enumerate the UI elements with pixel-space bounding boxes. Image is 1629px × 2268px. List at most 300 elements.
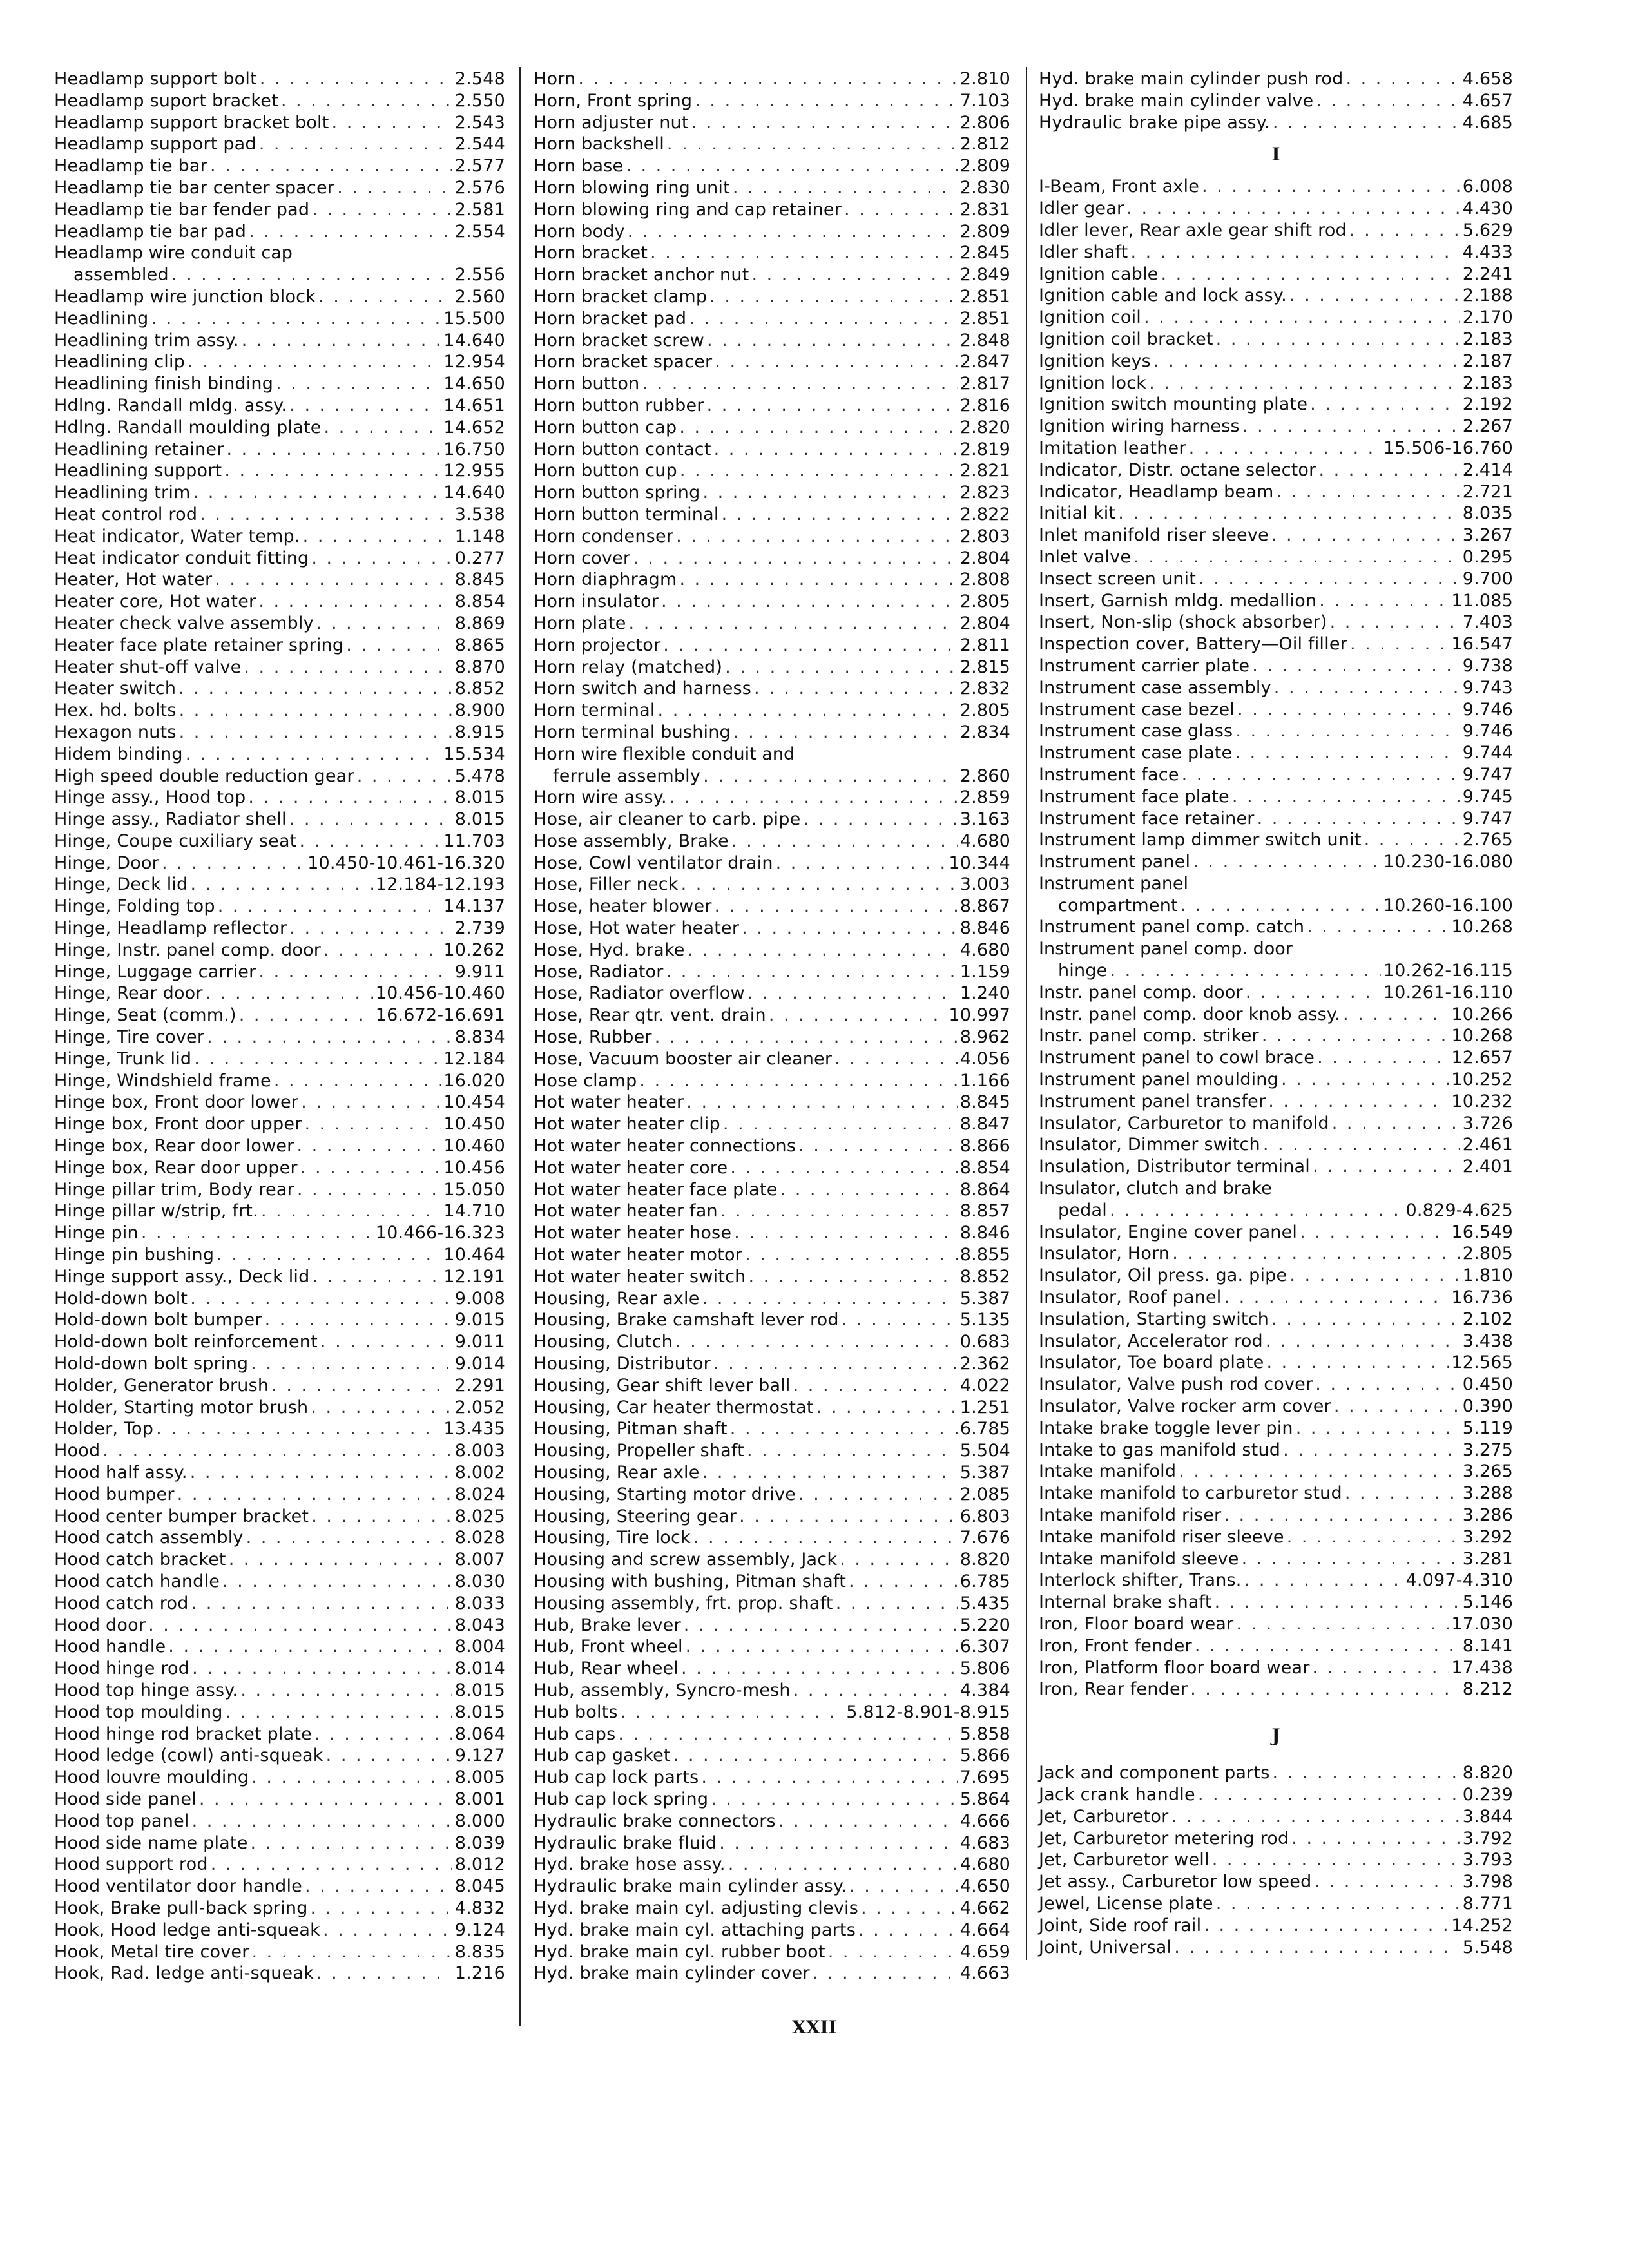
entry-part-number: 7.103 bbox=[959, 90, 1010, 111]
entry-term: Horn projector bbox=[534, 635, 661, 655]
entry-part-number: 1.159 bbox=[959, 961, 1010, 982]
entry-part-number: 2.554 bbox=[454, 221, 505, 242]
entry-term: pedal bbox=[1058, 1200, 1107, 1220]
entry-part-number: 2.804 bbox=[959, 613, 1010, 633]
entry-part-number: 12.565 bbox=[1451, 1352, 1513, 1373]
entry-part-number: 5.866 bbox=[959, 1745, 1010, 1766]
index-entry bbox=[534, 1745, 1010, 1767]
entry-term: Ignition coil bracket bbox=[1039, 329, 1213, 349]
index-entry bbox=[1039, 1849, 1513, 1871]
dot-leader bbox=[628, 221, 958, 243]
entry-term: Headlamp support pad bbox=[54, 134, 256, 155]
entry-part-number: 2.851 bbox=[959, 286, 1010, 307]
dot-leader bbox=[1235, 720, 1460, 742]
entry-part-number: 10.268 bbox=[1451, 1026, 1513, 1046]
entry-term: Hyd. brake main cylinder valve bbox=[1039, 90, 1314, 111]
entry-term: Horn terminal bushing bbox=[534, 722, 731, 742]
entry-part-number: 2.401 bbox=[1462, 1157, 1513, 1177]
entry-part-number: 8.004 bbox=[454, 1637, 505, 1657]
dot-leader bbox=[1296, 1418, 1460, 1439]
entry-term: Hinge box, Front door upper bbox=[54, 1114, 302, 1135]
entry-term: Horn wire flexible conduit and bbox=[534, 744, 795, 764]
index-entry bbox=[54, 787, 505, 809]
index-entry bbox=[534, 1135, 1010, 1157]
dot-leader bbox=[296, 1135, 441, 1157]
dot-leader bbox=[249, 221, 452, 243]
index-entry bbox=[1039, 416, 1513, 437]
index-entry bbox=[534, 722, 1010, 744]
entry-term: Hidem binding bbox=[54, 744, 183, 764]
dot-leader bbox=[1110, 1200, 1403, 1222]
dot-leader bbox=[258, 591, 452, 613]
index-entry bbox=[54, 918, 505, 939]
dot-leader bbox=[186, 744, 441, 765]
entry-term: Hydraulic brake fluid bbox=[534, 1832, 717, 1853]
entry-term: Hood top panel bbox=[54, 1811, 189, 1831]
entry-part-number: 8.855 bbox=[959, 1245, 1010, 1265]
index-entry bbox=[534, 1702, 1010, 1724]
entry-term: Hinge box, Rear door lower bbox=[54, 1136, 294, 1157]
index-entry bbox=[54, 591, 505, 613]
index-entry bbox=[54, 1026, 505, 1048]
index-entry bbox=[534, 787, 1010, 809]
entry-part-number: 10.261-16.110 bbox=[1383, 982, 1513, 1003]
index-entry bbox=[54, 765, 505, 787]
entry-part-number: 3.292 bbox=[1462, 1526, 1513, 1547]
entry-part-number: 2.556 bbox=[454, 265, 505, 285]
entry-part-number: 12.184-12.193 bbox=[375, 874, 505, 895]
dot-leader bbox=[1291, 1828, 1460, 1850]
entry-part-number: 8.845 bbox=[454, 570, 505, 590]
entry-term: Horn cover bbox=[534, 548, 631, 568]
dot-leader bbox=[311, 548, 452, 570]
entry-term: Hook, Rad. ledge anti-squeak bbox=[54, 1963, 314, 1984]
dot-leader bbox=[689, 308, 957, 330]
entry-part-number: 8.847 bbox=[959, 1114, 1010, 1135]
entry-part-number: 3.726 bbox=[1462, 1113, 1513, 1133]
dot-leader bbox=[1232, 786, 1460, 808]
entry-part-number: 2.550 bbox=[454, 90, 505, 111]
dot-leader bbox=[217, 1244, 441, 1266]
dot-leader bbox=[742, 918, 958, 939]
dot-leader bbox=[1330, 611, 1460, 633]
entry-term: Hood side name plate bbox=[54, 1832, 248, 1853]
index-entry bbox=[54, 504, 505, 526]
entry-part-number: 2.819 bbox=[959, 439, 1010, 459]
index-entry bbox=[534, 1876, 1010, 1898]
entry-part-number: 8.064 bbox=[454, 1724, 505, 1744]
dot-leader bbox=[816, 1397, 958, 1419]
dot-leader bbox=[337, 177, 452, 199]
entry-part-number: 0.277 bbox=[454, 548, 505, 568]
dot-leader bbox=[1287, 1526, 1460, 1548]
index-entry bbox=[54, 330, 505, 352]
index-entry bbox=[54, 1135, 505, 1157]
entry-part-number: 15.534 bbox=[443, 744, 505, 764]
entry-term: Horn insulator bbox=[534, 591, 659, 612]
entry-part-number: 12.657 bbox=[1451, 1048, 1513, 1068]
entry-part-number: 3.281 bbox=[1462, 1548, 1513, 1569]
index-entry bbox=[534, 373, 1010, 395]
entry-term: Hot water heater switch bbox=[534, 1266, 746, 1287]
entry-part-number: 2.721 bbox=[1462, 481, 1513, 502]
entry-part-number: 17.438 bbox=[1451, 1657, 1513, 1678]
entry-part-number: 14.651 bbox=[443, 395, 505, 416]
index-entry bbox=[1039, 459, 1513, 481]
index-entry bbox=[534, 852, 1010, 874]
dot-leader bbox=[303, 526, 452, 548]
index-entry bbox=[534, 526, 1010, 548]
dot-leader bbox=[1300, 1222, 1449, 1244]
index-entry bbox=[534, 1658, 1010, 1680]
dot-leader bbox=[301, 1091, 441, 1113]
entry-part-number: 9.747 bbox=[1462, 764, 1513, 785]
entry-term: Idler lever, Rear axle gear shift rod bbox=[1039, 220, 1347, 240]
entry-term: Headlamp suport bracket bbox=[54, 90, 278, 111]
entry-part-number: 2.831 bbox=[959, 199, 1010, 220]
index-entry bbox=[1039, 1570, 1513, 1591]
entry-part-number: 4.680 bbox=[959, 939, 1010, 960]
index-entry bbox=[1039, 285, 1513, 307]
index-entry bbox=[1039, 1828, 1513, 1850]
dot-leader bbox=[1244, 1570, 1403, 1591]
entry-part-number: 14.710 bbox=[443, 1201, 505, 1222]
dot-leader bbox=[769, 1004, 946, 1026]
index-entry bbox=[1039, 590, 1513, 612]
entry-term: Insert, Non-slip (shock absorber) bbox=[1039, 612, 1327, 633]
index-entry bbox=[534, 569, 1010, 591]
entry-term: Iron, Floor board wear bbox=[1039, 1613, 1234, 1634]
dot-leader bbox=[1144, 307, 1460, 329]
entry-term: Hub caps bbox=[534, 1724, 616, 1744]
entry-term: Instrument face plate bbox=[1039, 786, 1229, 807]
index-entry bbox=[534, 548, 1010, 570]
entry-part-number: 3.538 bbox=[454, 504, 505, 524]
dot-leader bbox=[193, 482, 441, 504]
index-entry bbox=[534, 155, 1010, 177]
entry-term: Housing assembly, frt. prop. shaft bbox=[534, 1593, 833, 1613]
dot-leader bbox=[1273, 1762, 1460, 1784]
dot-leader bbox=[780, 1179, 958, 1201]
dot-leader bbox=[240, 1680, 452, 1702]
dot-leader bbox=[681, 874, 958, 896]
index-entry bbox=[534, 1506, 1010, 1528]
index-entry bbox=[54, 1767, 505, 1789]
dot-leader bbox=[667, 133, 958, 155]
entry-term: Instrument panel to cowl brace bbox=[1039, 1048, 1315, 1068]
index-entry bbox=[54, 1288, 505, 1310]
entry-part-number: 4.056 bbox=[959, 1048, 1010, 1069]
entry-part-number: 2.187 bbox=[1462, 351, 1513, 371]
entry-part-number: 2.548 bbox=[454, 69, 505, 89]
dot-leader bbox=[730, 1157, 957, 1179]
dot-leader bbox=[834, 1048, 958, 1070]
index-entry bbox=[54, 722, 505, 744]
index-entry bbox=[1039, 220, 1513, 242]
index-entry bbox=[534, 1549, 1010, 1571]
entry-part-number: 9.747 bbox=[1462, 808, 1513, 829]
entry-term: Headlamp support bolt bbox=[54, 69, 257, 89]
entry-term: Hood bumper bbox=[54, 1484, 175, 1504]
index-entry bbox=[54, 112, 505, 134]
entry-term: Hub, Front wheel bbox=[534, 1637, 683, 1657]
index-entry bbox=[54, 1048, 505, 1070]
index-entry bbox=[1039, 1374, 1513, 1396]
entry-term: Housing, Gear shift lever ball bbox=[534, 1375, 791, 1396]
index-entry bbox=[1039, 1004, 1513, 1026]
entry-part-number: 2.765 bbox=[1462, 830, 1513, 850]
dot-leader bbox=[1289, 285, 1460, 307]
entry-part-number: 12.954 bbox=[443, 352, 505, 372]
dot-leader bbox=[1246, 982, 1381, 1004]
entry-part-number: 5.812-8.901-8.915 bbox=[846, 1702, 1010, 1722]
dot-leader bbox=[215, 569, 452, 591]
dot-leader bbox=[858, 1919, 958, 1941]
dot-leader bbox=[206, 983, 373, 1004]
entry-part-number: 9.011 bbox=[454, 1332, 505, 1352]
entry-part-number: 9.743 bbox=[1462, 677, 1513, 698]
index-entry bbox=[534, 918, 1010, 939]
dot-leader bbox=[323, 1919, 452, 1941]
entry-part-number: 2.820 bbox=[959, 417, 1010, 437]
entry-term: Housing, Rear axle bbox=[534, 1463, 700, 1483]
dot-leader bbox=[701, 1767, 957, 1789]
dot-leader bbox=[1216, 329, 1460, 351]
entry-term: Hinge pillar w/strip, frt. bbox=[54, 1201, 258, 1222]
dot-leader bbox=[670, 787, 958, 809]
dot-leader bbox=[642, 373, 957, 395]
entry-part-number: 3.265 bbox=[1462, 1461, 1513, 1482]
entry-part-number: 2.804 bbox=[959, 548, 1010, 568]
index-entry bbox=[534, 1222, 1010, 1244]
entry-term: Hot water heater motor bbox=[534, 1245, 743, 1265]
index-entry bbox=[1039, 1678, 1513, 1700]
index-entry bbox=[1039, 1222, 1513, 1244]
dot-leader bbox=[733, 722, 958, 744]
index-entry bbox=[1039, 1784, 1513, 1806]
dot-leader bbox=[311, 1506, 452, 1528]
entry-part-number: 3.438 bbox=[1462, 1331, 1513, 1351]
entry-term: hinge bbox=[1058, 961, 1108, 981]
dot-leader bbox=[1349, 220, 1460, 242]
index-entry bbox=[534, 1767, 1010, 1789]
entry-term: Intake manifold to carburetor stud bbox=[1039, 1483, 1342, 1504]
entry-part-number: 8.864 bbox=[959, 1179, 1010, 1200]
index-entry bbox=[534, 765, 1010, 787]
entry-term: Insulator, clutch and brake bbox=[1039, 1178, 1272, 1199]
entry-part-number: 16.020 bbox=[443, 1070, 505, 1091]
index-entry bbox=[1039, 90, 1513, 112]
index-entry bbox=[54, 417, 505, 439]
index-entry bbox=[54, 700, 505, 722]
entry-part-number: 16.736 bbox=[1451, 1287, 1513, 1308]
dot-leader bbox=[1345, 1483, 1460, 1504]
entry-term: Holder, Top bbox=[54, 1419, 154, 1439]
column-divider bbox=[519, 67, 521, 2026]
dot-leader bbox=[304, 1113, 441, 1135]
index-entry bbox=[534, 264, 1010, 286]
entry-part-number: 0.239 bbox=[1462, 1784, 1513, 1805]
entry-term: Inlet valve bbox=[1039, 546, 1132, 567]
index-entry bbox=[1039, 1806, 1513, 1828]
entry-part-number: 4.666 bbox=[959, 1811, 1010, 1831]
index-entry bbox=[534, 1571, 1010, 1593]
entry-term: Instrument panel bbox=[1039, 873, 1189, 894]
entry-part-number: 8.002 bbox=[454, 1463, 505, 1483]
index-entry bbox=[1039, 1461, 1513, 1483]
dot-leader bbox=[251, 1767, 452, 1789]
index-entry bbox=[54, 199, 505, 221]
dot-leader bbox=[1216, 1893, 1460, 1915]
index-entry bbox=[534, 177, 1010, 199]
entry-term: Hinge, Tire cover bbox=[54, 1027, 205, 1048]
dot-leader bbox=[281, 90, 452, 112]
entry-part-number: 14.640 bbox=[443, 483, 505, 503]
entry-term: Housing, Car heater thermostat bbox=[534, 1397, 814, 1418]
index-entry bbox=[534, 1941, 1010, 1963]
entry-part-number: 10.456-10.460 bbox=[375, 983, 505, 1004]
dot-leader bbox=[679, 417, 957, 439]
entry-term: Hood hinge rod bbox=[54, 1658, 190, 1679]
entry-part-number: 10.232 bbox=[1451, 1091, 1513, 1111]
entry-part-number: 4.430 bbox=[1462, 198, 1513, 219]
index-entry bbox=[54, 1789, 505, 1811]
dot-leader bbox=[316, 1963, 452, 1984]
entry-part-number: 10.230-16.080 bbox=[1383, 852, 1513, 872]
dot-leader bbox=[702, 1462, 958, 1484]
entry-term: Housing, Rear axle bbox=[534, 1288, 700, 1309]
dot-leader bbox=[224, 460, 441, 482]
entry-term: Inspection cover, Battery—Oil filler bbox=[1039, 634, 1347, 655]
entry-part-number: 10.450-10.461-16.320 bbox=[307, 852, 505, 873]
entry-part-number: 4.657 bbox=[1462, 90, 1513, 111]
dot-leader bbox=[148, 1615, 452, 1637]
index-entry bbox=[54, 1658, 505, 1680]
index-entry bbox=[534, 700, 1010, 722]
entry-part-number: 8.015 bbox=[454, 1680, 505, 1700]
entry-term: Hood door bbox=[54, 1615, 146, 1635]
dot-leader bbox=[226, 1702, 452, 1724]
entry-part-number: 3.286 bbox=[1462, 1505, 1513, 1525]
index-entry bbox=[534, 1636, 1010, 1658]
index-entry bbox=[54, 1004, 505, 1026]
entry-part-number: 16.750 bbox=[443, 439, 505, 459]
entry-term: Hinge, Instr. panel comp. door bbox=[54, 939, 322, 960]
entry-part-number: 2.291 bbox=[454, 1375, 505, 1396]
dot-leader bbox=[1345, 68, 1460, 90]
entry-part-number: 8.030 bbox=[454, 1571, 505, 1591]
entry-term: Horn plate bbox=[534, 613, 626, 633]
index-entry bbox=[54, 744, 505, 765]
dot-leader bbox=[1179, 1461, 1460, 1483]
dot-leader bbox=[194, 1048, 441, 1070]
dot-leader bbox=[1334, 1396, 1460, 1418]
dot-leader bbox=[793, 1680, 958, 1702]
index-entry bbox=[54, 133, 505, 155]
entry-term: Hub, Rear wheel bbox=[534, 1658, 679, 1679]
dot-leader bbox=[691, 112, 958, 134]
entry-part-number: 10.460 bbox=[443, 1136, 505, 1157]
index-entry bbox=[54, 1397, 505, 1419]
entry-part-number: 10.262 bbox=[443, 939, 505, 960]
index-entry bbox=[534, 1244, 1010, 1266]
dot-leader bbox=[747, 1440, 958, 1462]
index-entry bbox=[1039, 1243, 1513, 1265]
index-entry bbox=[1039, 1418, 1513, 1439]
dot-leader bbox=[676, 526, 958, 548]
entry-part-number: 6.785 bbox=[959, 1571, 1010, 1591]
entry-term: Headlamp tie bar bbox=[54, 156, 207, 177]
entry-part-number: 8.869 bbox=[454, 613, 505, 633]
entry-term: Hood hinge rod bracket plate bbox=[54, 1724, 312, 1744]
index-entry bbox=[54, 874, 505, 896]
section-letter-heading: I bbox=[1271, 144, 1280, 166]
entry-term: Horn wire assy. bbox=[534, 787, 667, 808]
index-entry bbox=[54, 1593, 505, 1615]
index-entry bbox=[54, 264, 505, 286]
entry-part-number: 0.295 bbox=[1462, 546, 1513, 567]
entry-term: Imitation leather bbox=[1039, 437, 1186, 458]
entry-part-number: 8.866 bbox=[959, 1136, 1010, 1157]
entry-term: Insulator, Roof panel bbox=[1039, 1287, 1222, 1308]
entry-part-number: 16.672-16.691 bbox=[375, 1005, 505, 1026]
index-entry bbox=[54, 90, 505, 112]
entry-term: Interlock shifter, Trans. bbox=[1039, 1570, 1242, 1591]
dot-leader bbox=[1273, 112, 1460, 134]
entry-part-number: 8.835 bbox=[454, 1941, 505, 1962]
dot-leader bbox=[1242, 1548, 1460, 1570]
index-entry bbox=[54, 286, 505, 308]
entry-term: Hyd. brake main cylinder push rod bbox=[1039, 69, 1344, 89]
index-entry bbox=[1039, 611, 1513, 633]
dot-leader bbox=[1174, 1937, 1460, 1959]
entry-part-number: 8.014 bbox=[454, 1658, 505, 1679]
dot-leader bbox=[226, 439, 441, 461]
entry-part-number: 2.806 bbox=[959, 112, 1010, 133]
dot-leader bbox=[274, 1070, 441, 1092]
entry-term: Instrument lamp dimmer switch unit bbox=[1039, 830, 1362, 850]
entry-part-number: 3.793 bbox=[1462, 1850, 1513, 1870]
entry-term: Ignition switch mounting plate bbox=[1039, 394, 1308, 415]
entry-part-number: 12.191 bbox=[443, 1266, 505, 1287]
entry-term: Idler gear bbox=[1039, 198, 1124, 219]
entry-term: Insulator, Carburetor to manifold bbox=[1039, 1113, 1329, 1133]
entry-term: Insulation, Starting switch bbox=[1039, 1309, 1269, 1329]
dot-leader bbox=[289, 918, 452, 939]
entry-part-number: 15.506-16.760 bbox=[1383, 437, 1513, 458]
entry-term: Headlining bbox=[54, 308, 149, 329]
dot-leader bbox=[1189, 437, 1381, 459]
entry-part-number: 10.268 bbox=[1451, 917, 1513, 937]
index-entry bbox=[534, 1113, 1010, 1135]
entry-part-number: 14.137 bbox=[443, 896, 505, 917]
entry-part-number: 7.695 bbox=[959, 1767, 1010, 1788]
index-entry bbox=[54, 1484, 505, 1506]
dot-leader bbox=[1289, 1265, 1460, 1287]
entry-part-number: 3.275 bbox=[1462, 1439, 1513, 1460]
entry-term: Heater check valve assembly bbox=[54, 613, 314, 633]
index-entry bbox=[534, 1266, 1010, 1288]
entry-part-number: 2.170 bbox=[1462, 307, 1513, 328]
dot-leader bbox=[747, 983, 958, 1004]
entry-term: Hinge, Deck lid bbox=[54, 874, 188, 895]
dot-leader bbox=[695, 90, 957, 112]
entry-part-number: 2.362 bbox=[959, 1354, 1010, 1374]
dot-leader bbox=[229, 1549, 452, 1571]
entry-term: Horn blowing ring and cap retainer bbox=[534, 199, 842, 220]
entry-term: Instrument case assembly bbox=[1039, 677, 1271, 698]
entry-term: Horn blowing ring unit bbox=[534, 177, 730, 198]
